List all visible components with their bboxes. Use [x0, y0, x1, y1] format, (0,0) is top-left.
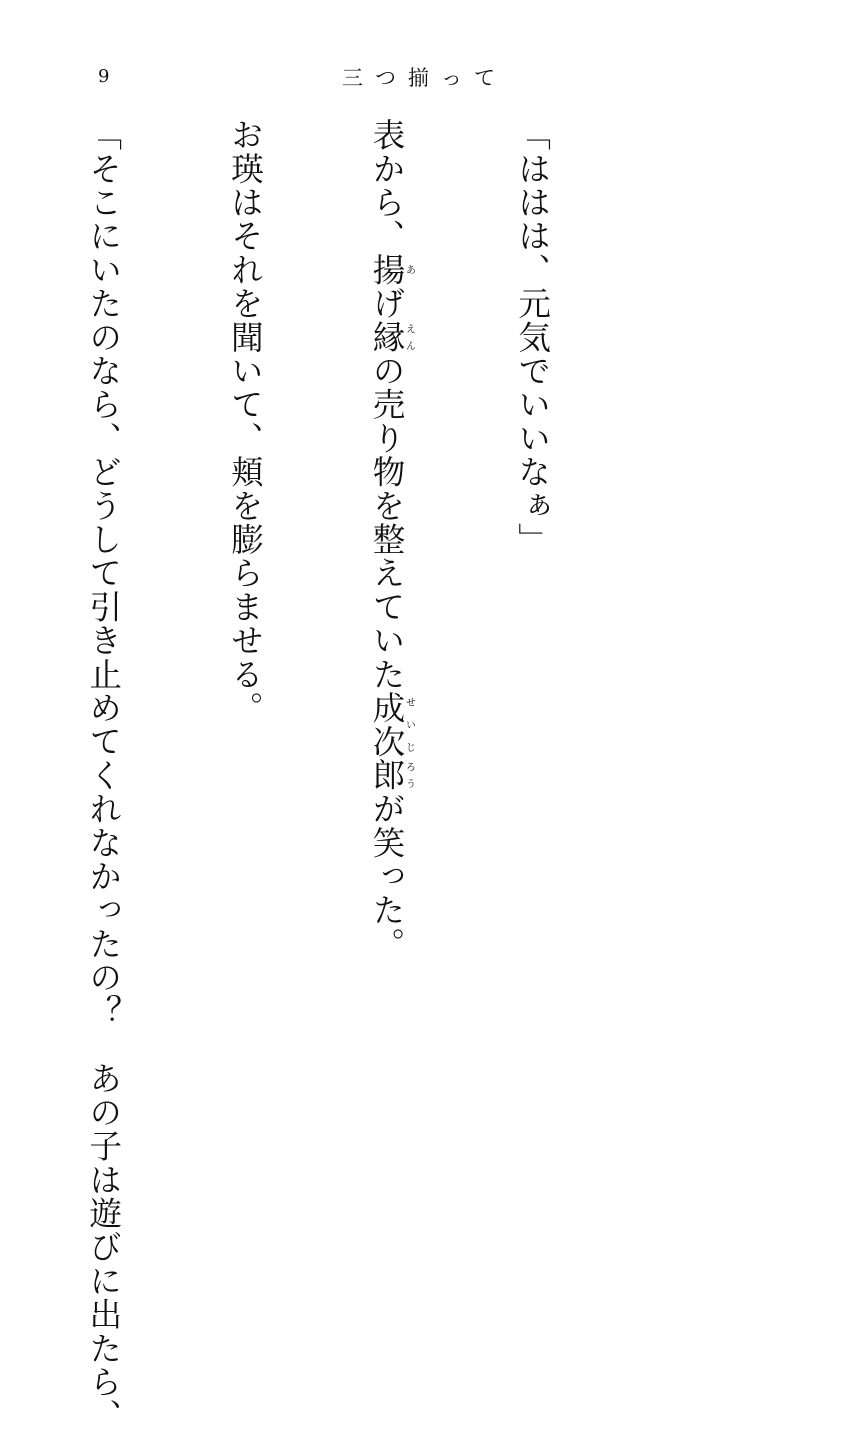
ruby-word: 縁えん — [367, 320, 415, 354]
ruby-word: 揚あ — [367, 252, 415, 287]
running-title: 三つ揃って — [342, 66, 507, 90]
body-text — [84, 118, 650, 1432]
ruby-reading: ろう — [403, 758, 415, 793]
page-number: 9 — [98, 66, 110, 87]
ruby-reading: せいじ — [403, 690, 415, 759]
ruby-reading: えん — [403, 320, 415, 354]
text-line: 「そこにいたのなら、どうして引き止めてくれなかったの？ あの子は遊びに出たら、 — [84, 118, 123, 1432]
text-line: 表から、揚あげ縁えんの売り物を整えていた成次せいじ郎ろうが笑った。 — [367, 118, 415, 961]
ruby-reading: あ — [403, 252, 415, 287]
text-line: お瑛はそれを聞いて、頬を膨らませる。 — [226, 118, 265, 725]
ruby-word: 郎ろう — [367, 758, 415, 793]
ruby-word: 成次せいじ — [367, 690, 415, 759]
text-line: 「ははは、元気でいいなぁ」 — [513, 118, 552, 557]
